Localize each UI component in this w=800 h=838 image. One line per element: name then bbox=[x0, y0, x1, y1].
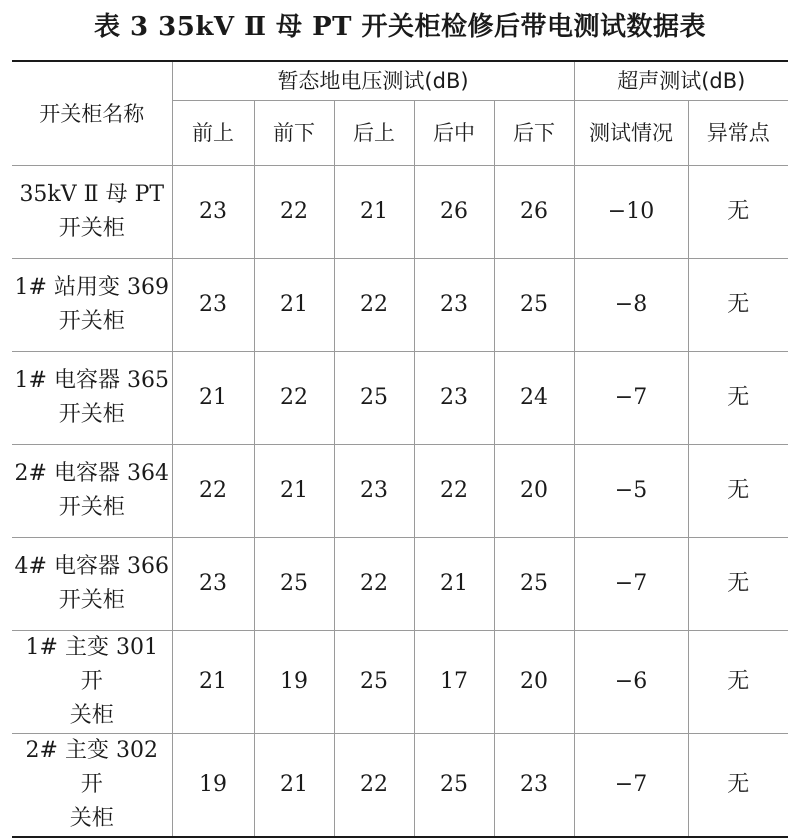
switchgear-name-line1: 1# 电容器 365 bbox=[14, 368, 169, 393]
header-row-top bbox=[12, 61, 788, 101]
tev-value-cell: 19 bbox=[254, 631, 334, 734]
table-caption: 表 3 35kV Ⅱ 母 PT 开关柜检修后带电测试数据表 bbox=[93, 12, 707, 42]
tev-value-cell: 25 bbox=[494, 538, 574, 631]
tev-value-cell: 26 bbox=[494, 166, 574, 259]
tev-value-cell: 25 bbox=[414, 734, 494, 838]
tev-value-cell: 21 bbox=[254, 259, 334, 352]
switchgear-name-line1: 1# 主变 301 开 bbox=[25, 635, 158, 694]
abnormal-point-cell: 无 bbox=[688, 631, 788, 734]
tev-value-cell: 22 bbox=[254, 166, 334, 259]
switchgear-name-line2: 关柜 bbox=[69, 806, 114, 831]
ultrasonic-value-cell: −10 bbox=[574, 166, 688, 259]
table-row bbox=[12, 166, 788, 259]
tev-value-cell: 21 bbox=[172, 631, 254, 734]
tev-value-cell: 21 bbox=[334, 166, 414, 259]
tev-value-cell: 25 bbox=[334, 631, 414, 734]
tev-value-cell: 22 bbox=[334, 259, 414, 352]
tev-value-cell: 20 bbox=[494, 631, 574, 734]
switchgear-name-line1: 4# 电容器 366 bbox=[14, 554, 169, 579]
header-rear-upper: 后上 bbox=[334, 101, 414, 166]
ultrasonic-value-cell: −7 bbox=[574, 734, 688, 838]
tev-value-cell: 22 bbox=[172, 445, 254, 538]
switchgear-name-line2: 开关柜 bbox=[58, 495, 125, 520]
tev-value-cell: 22 bbox=[334, 538, 414, 631]
tev-value-cell: 23 bbox=[172, 259, 254, 352]
header-rear-lower: 后下 bbox=[494, 101, 574, 166]
tev-value-cell: 23 bbox=[172, 166, 254, 259]
table-row bbox=[12, 538, 788, 631]
abnormal-point-cell: 无 bbox=[688, 259, 788, 352]
switchgear-name-cell bbox=[12, 352, 172, 445]
abnormal-point-cell: 无 bbox=[688, 538, 788, 631]
switchgear-name-line1: 1# 站用变 369 bbox=[14, 275, 169, 300]
header-front-lower: 前下 bbox=[254, 101, 334, 166]
tev-value-cell: 21 bbox=[172, 352, 254, 445]
header-test-result: 测试情况 bbox=[574, 101, 688, 166]
tev-value-cell: 19 bbox=[172, 734, 254, 838]
tev-value-cell: 21 bbox=[414, 538, 494, 631]
table-row bbox=[12, 631, 788, 734]
header-tev-group: 暂态地电压测试(dB) bbox=[172, 61, 574, 101]
switchgear-name-cell bbox=[12, 538, 172, 631]
switchgear-name-cell bbox=[12, 631, 172, 734]
ultrasonic-value-cell: −7 bbox=[574, 538, 688, 631]
table-row bbox=[12, 259, 788, 352]
table-row bbox=[12, 352, 788, 445]
tev-value-cell: 23 bbox=[172, 538, 254, 631]
tev-value-cell: 21 bbox=[254, 445, 334, 538]
abnormal-point-cell: 无 bbox=[688, 166, 788, 259]
tev-value-cell: 22 bbox=[414, 445, 494, 538]
header-ultrasonic-group: 超声测试(dB) bbox=[574, 61, 788, 101]
header-rear-middle: 后中 bbox=[414, 101, 494, 166]
tev-value-cell: 23 bbox=[414, 352, 494, 445]
switchgear-name-line2: 关柜 bbox=[69, 703, 114, 728]
table-body bbox=[12, 166, 788, 838]
tev-value-cell: 20 bbox=[494, 445, 574, 538]
switchgear-name-cell bbox=[12, 445, 172, 538]
ultrasonic-value-cell: −5 bbox=[574, 445, 688, 538]
switchgear-name-line1: 35kV Ⅱ 母 PT bbox=[19, 182, 165, 207]
tev-value-cell: 25 bbox=[254, 538, 334, 631]
abnormal-point-cell: 无 bbox=[688, 445, 788, 538]
tev-value-cell: 25 bbox=[334, 352, 414, 445]
table-row bbox=[12, 734, 788, 838]
switchgear-name-line2: 开关柜 bbox=[58, 402, 125, 427]
abnormal-point-cell: 无 bbox=[688, 352, 788, 445]
tev-value-cell: 22 bbox=[254, 352, 334, 445]
table-row bbox=[12, 445, 788, 538]
switchgear-name-line2: 开关柜 bbox=[58, 588, 125, 613]
header-abnormal-point: 异常点 bbox=[688, 101, 788, 166]
header-front-upper: 前上 bbox=[172, 101, 254, 166]
ultrasonic-value-cell: −7 bbox=[574, 352, 688, 445]
ultrasonic-value-cell: −8 bbox=[574, 259, 688, 352]
switchgear-name-line1: 2# 电容器 364 bbox=[14, 461, 169, 486]
switchgear-name-line1: 2# 主变 302 开 bbox=[25, 738, 158, 797]
switchgear-name-cell bbox=[12, 259, 172, 352]
tev-value-cell: 25 bbox=[494, 259, 574, 352]
tev-value-cell: 24 bbox=[494, 352, 574, 445]
switchgear-name-cell bbox=[12, 166, 172, 259]
tev-value-cell: 26 bbox=[414, 166, 494, 259]
tev-value-cell: 17 bbox=[414, 631, 494, 734]
tev-value-cell: 23 bbox=[414, 259, 494, 352]
tev-value-cell: 23 bbox=[494, 734, 574, 838]
switchgear-name-line2: 开关柜 bbox=[58, 309, 125, 334]
abnormal-point-cell: 无 bbox=[688, 734, 788, 838]
tev-value-cell: 23 bbox=[334, 445, 414, 538]
data-table bbox=[12, 60, 788, 838]
tev-value-cell: 21 bbox=[254, 734, 334, 838]
switchgear-name-line2: 开关柜 bbox=[58, 216, 125, 241]
tev-value-cell: 22 bbox=[334, 734, 414, 838]
header-switchgear-name: 开关柜名称 bbox=[12, 61, 172, 166]
switchgear-name-cell bbox=[12, 734, 172, 838]
ultrasonic-value-cell: −6 bbox=[574, 631, 688, 734]
